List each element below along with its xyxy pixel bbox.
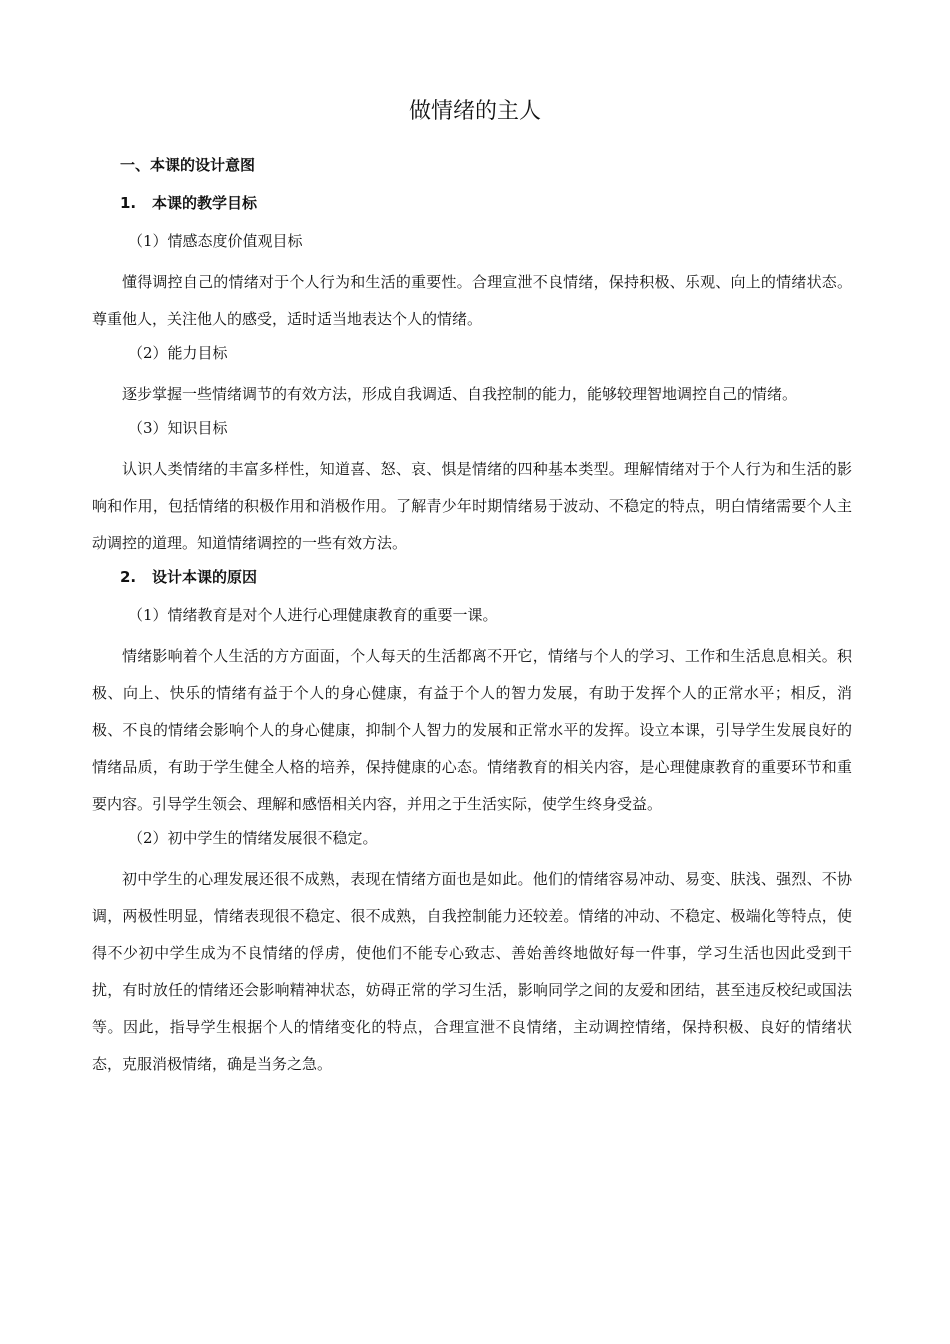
subsection-heading-1 (92, 188, 852, 218)
reason-label-1: （1）情绪教育是对个人进行心理健康教育的重要一课。 (128, 606, 498, 624)
goal-label-ability: （2）能力目标 (128, 344, 228, 362)
goal-text-emotion: 懂得调控自己的情绪对于个人行为和生活的重要性。合理宣泄不良情绪，保持积极、乐观、向上的情绪状态。尊重他人，关注他人的感受，适时适当地表达个人的情绪。 (92, 273, 852, 328)
section-heading: 一、本课的设计意图 (120, 156, 256, 174)
goal-text-knowledge: 认识人类情绪的丰富多样性，知道喜、怒、哀、惧是情绪的四种基本类型。理解情绪对于个人行为和生活的影响和作用，包括情绪的积极作用和消极作用。了解青少年时期情绪易于波动、不稳定的特点，明白情绪需要个人主动调控的道理。知道情绪调控的一些有效方法。 (92, 460, 852, 552)
subsection-title: 设计本课的原因 (152, 568, 258, 586)
document-title: 做情绪的主人 (408, 99, 541, 124)
subsection-heading-2 (92, 562, 852, 592)
goal-text-ability: 逐步掌握一些情绪调节的有效方法，形成自我调适、自我控制的能力，能够较理智地调控自己的情绪。 (122, 385, 798, 403)
reason-text-1: 情绪影响着个人生活的方方面面，个人每天的生活都离不开它，情绪与个人的学习、工作和生活息息相关。积极、向上、快乐的情绪有益于个人的身心健康，有益于个人的智力发展，有助于发挥个人的正常水平；相反，消极、不良的情绪会影响个人的身心健康，抑制个人智力的发展和正常水平的发挥。设立本课，引导学生发展良好的情绪品质，有助于学生健全人格的培养，保持健康的心态。情绪教育的相关内容，是心理健康教育的重要环节和重要内容。引导学生领会、理解和感悟相关内容，并用之于生活实际，使学生终身受益。 (92, 647, 852, 813)
goal-label-knowledge: （3）知识目标 (128, 419, 228, 437)
reason-label-2: （2）初中学生的情绪发展很不稳定。 (128, 829, 378, 847)
goal-label-emotion: （1）情感态度价值观目标 (128, 232, 303, 250)
document-body (92, 150, 852, 1083)
subsection-number: 1. (120, 194, 137, 212)
subsection-number: 2. (120, 568, 137, 586)
reason-text-2: 初中学生的心理发展还很不成熟，表现在情绪方面也是如此。他们的情绪容易冲动、易变、肤浅、强烈、不协调，两极性明显，情绪表现很不稳定、很不成熟，自我控制能力还较差。情绪的冲动、不稳定、极端化等特点，使得不少初中学生成为不良情绪的俘虏，使他们不能专心致志、善始善终地做好每一件事，学习生活也因此受到干扰，有时放任的情绪还会影响精神状态，妨碍正常的学习生活，影响同学之间的友爱和团结，甚至违反校纪或国法等。因此，指导学生根据个人的情绪变化的特点，合理宣泄不良情绪，主动调控情绪，保持积极、良好的情绪状态，克服消极情绪，确是当务之急。 (92, 870, 852, 1073)
subsection-title: 本课的教学目标 (152, 194, 258, 212)
